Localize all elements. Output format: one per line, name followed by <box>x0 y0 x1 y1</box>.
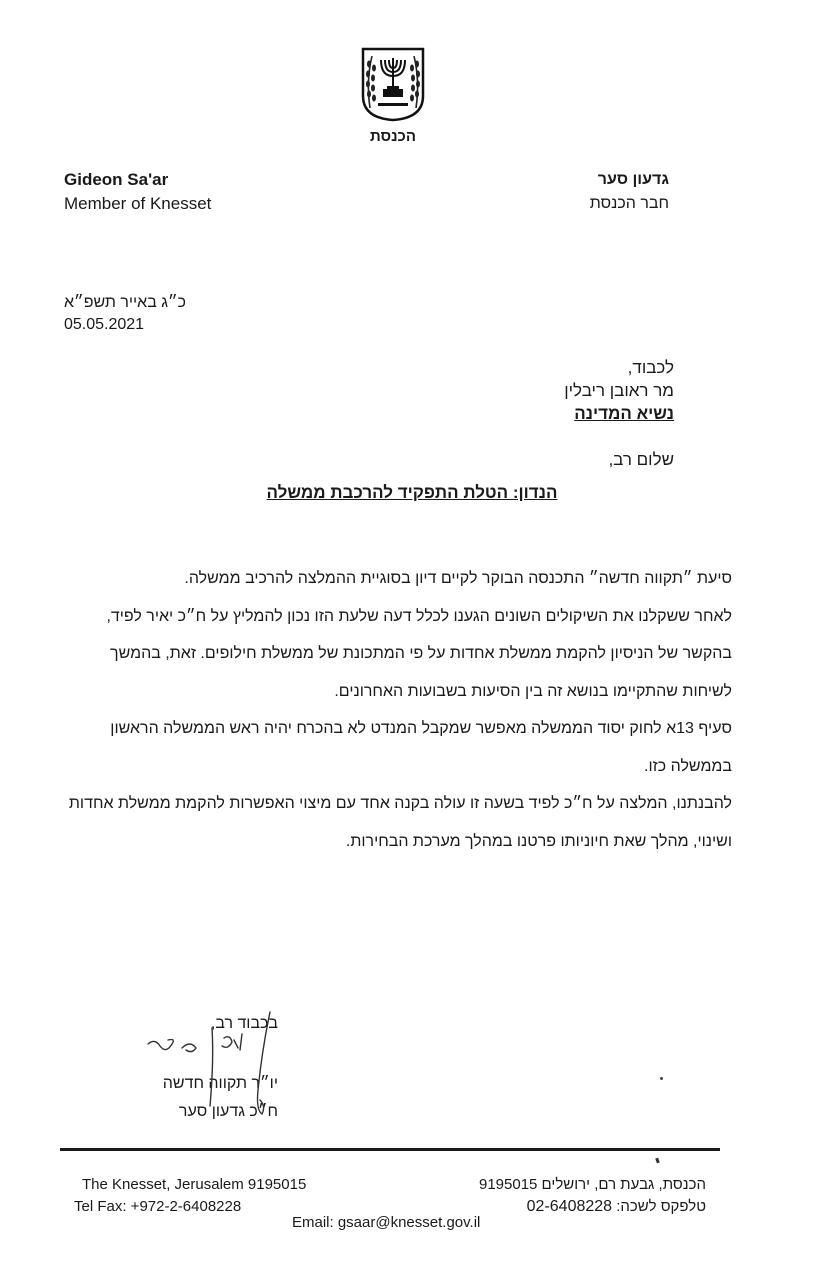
letter-body <box>60 560 732 860</box>
sender-title-he: חבר הכנסת <box>589 195 669 212</box>
sender-name-he: גדעון סער <box>597 171 669 188</box>
knesset-emblem-icon <box>360 46 426 122</box>
body-paragraph: סיעת ״תקווה חדשה״ התכנסה הבוקר לקיים דיון בסוגיית ההמלצה להרכיב ממשלה. <box>184 570 732 587</box>
subject-line: הנדון: הטלת התפקיד להרכבת ממשלה <box>266 483 558 502</box>
addressee-title: נשיא המדינה <box>574 404 674 423</box>
footer-address-en: The Knesset, Jerusalem 9195015 <box>82 1176 307 1193</box>
footer-english <box>74 1174 307 1218</box>
footer-telfax-he <box>479 1196 706 1218</box>
footer-hebrew <box>479 1174 706 1218</box>
closing-role: יו״ר תקווה חדשה <box>162 1075 278 1092</box>
footer-telfax-number: 02-6408228 <box>526 1198 613 1215</box>
sender-title-en: Member of Knesset <box>64 194 212 213</box>
emblem-label: הכנסת <box>370 128 416 145</box>
stray-mark <box>655 1158 660 1164</box>
body-paragraph: סעיף 13א לחוק יסוד הממשלה מאפשר שמקבל המנדט לא בהכרח יהיה ראש הממשלה הראשון בממשלה כזו. <box>110 720 732 775</box>
addressee-salutation: לכבוד, <box>627 358 674 377</box>
stray-mark <box>660 1077 663 1080</box>
closing-name: ח״כ גדעון סער <box>178 1103 278 1120</box>
body-paragraph: לאחר ששקלנו את השיקולים השונים הגענו לכלל דעה שלעת הזו נכון להמליץ על ח״כ יאיר לפיד, בהקשר של הניסיון להקמת ממשלת אחדות על פי המתכונת של ממשלת חילופים. זאת, בהמשך לשיחות שהתקיימו בנושא זה בין הסיעות בשבועות האחרונים. <box>106 607 732 700</box>
closing-regards: בכבוד רב, <box>210 1015 278 1032</box>
footer-divider <box>60 1148 720 1151</box>
date-hebrew: כ״ג באייר תשפ״א <box>64 294 187 311</box>
date-gregorian: 05.05.2021 <box>64 316 145 333</box>
addressee-block <box>564 356 674 425</box>
footer-email[interactable]: Email: gsaar@knesset.gov.il <box>292 1214 481 1231</box>
closing-block <box>126 1010 278 1126</box>
footer-telfax-label: טלפקס לשכה: <box>616 1198 706 1215</box>
sender-name-en: Gideon Sa'ar <box>64 170 169 189</box>
footer-address-he: הכנסת, גבעת רם, ירושלים 9195015 <box>478 1176 706 1193</box>
addressee-name: מר ראובן ריבלין <box>564 381 674 400</box>
body-paragraph: להבנתנו, המלצה על ח״כ לפיד בשעה זו עולה בקנה אחד עם מיצוי האפשרות להקמת ממשלת אחדות ושינוי, מהלך שאת חיוניותו פרטנו במהלך מערכת הבחירות. <box>68 795 732 850</box>
greeting: שלום רב, <box>608 450 674 469</box>
footer-telfax-en: Tel Fax: +972-2-6408228 <box>74 1198 242 1215</box>
